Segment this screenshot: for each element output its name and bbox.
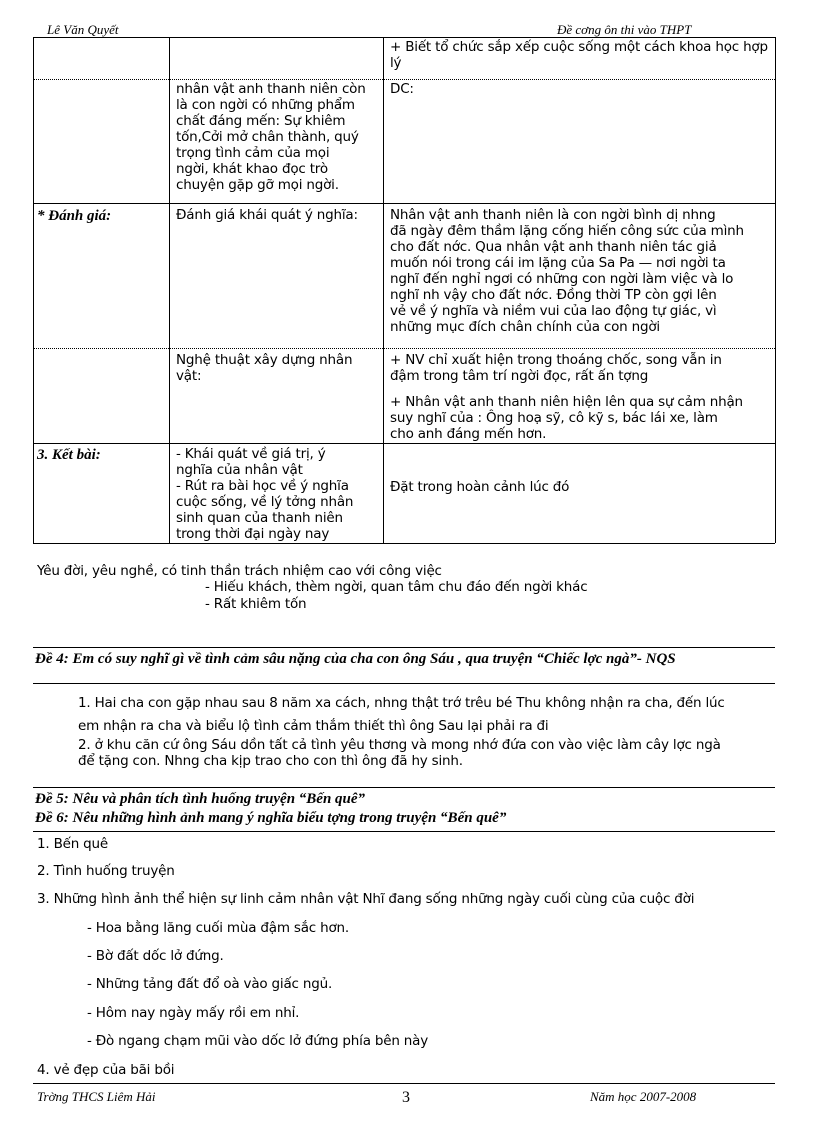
de4-heading: Đề 4: Em có suy nghĩ gì về tình cảm sâu nặng của cha con ông Sáu , qua truyện “Chiếc lợc ngà”- NQS <box>35 651 676 667</box>
header-author: Lê Văn Quyết <box>47 22 119 37</box>
de6-heading: Đề 6: Nêu những hình ảnh mang ý nghĩa biểu tợng trong truyện “Bến quê” <box>35 810 507 826</box>
row-divider <box>33 443 775 444</box>
table-cell: Đặt trong hoàn cảnh lúc đó <box>390 479 570 495</box>
text-line: Yêu đời, yêu nghề, có tinh thần trách nhiệm cao với công việc <box>37 563 442 579</box>
table-cell: Nhân vật anh thanh niên là con ngời bình dị nhng đã ngày đêm thầm lặng cống hiến công sức của mình cho đất nớc. Qua nhân vật anh thanh niên tác giả muốn nói trong cái im lặng của Sa Pa — nơi ngời ta nghĩ đến nghỉ ngơi có những con ngời làm việc và lo nghĩ nh vậy cho đất nớc. Đồng thời TP còn gợi lên vẻ về ý nghĩa và niềm vui của lao động tự giác, vì những mục đích chân chính của con ngời <box>390 207 744 335</box>
footer-rule <box>33 1083 775 1084</box>
row-divider <box>33 79 775 80</box>
table-cell: + NV chỉ xuất hiện trong thoáng chốc, song vẫn in đậm trong tâm trí ngời đọc, rất ấn tợng <box>390 352 722 384</box>
sub-list-item: - Hoa bằng lăng cuối mùa đậm sắc hơn. <box>87 920 349 936</box>
footer-year: Năm học 2007-2008 <box>590 1089 697 1104</box>
table-cell: - Khái quát về giá trị, ý nghĩa của nhân vật - Rút ra bài học về ý nghĩa cuộc sống, về lý tởng nhân sinh quan của thanh niên trong thời đại ngày nay <box>176 446 354 542</box>
footer-school: Trờng THCS Liêm Hải <box>37 1089 156 1104</box>
header-title: Đề cơng ôn thi vào THPT <box>557 22 692 37</box>
table-cell: + Nhân vật anh thanh niên hiện lên qua sự cảm nhận suy nghĩ của : Ông hoạ sỹ, cô kỹ s, bác lái xe, làm cho anh đáng mến hơn. <box>390 394 743 442</box>
paragraph-line: để tặng con. Nhng cha kịp trao cho con thì ông đã hy sinh. <box>78 753 463 769</box>
de5-heading: Đề 5: Nêu và phân tích tình huống truyện “Bến quê” <box>35 791 366 807</box>
paragraph-line: 2. ở khu căn cứ ông Sáu dồn tất cả tình yêu thơng và mong nhớ đứa con vào việc làm cây lợc ngà <box>78 737 721 753</box>
section-label-ket-bai: 3. Kết bài: <box>37 447 101 463</box>
table-divider-2 <box>383 37 384 543</box>
de4-heading-box <box>33 647 775 684</box>
table-bottom <box>33 543 775 544</box>
table-border-right <box>775 37 776 543</box>
list-item: 4. vẻ đẹp của bãi bồi <box>37 1062 175 1078</box>
table-cell: DC: <box>390 81 414 97</box>
bullet-item: - Hiếu khách, thèm ngời, quan tâm chu đáo đến ngời khác <box>205 579 588 595</box>
bullet-item: - Rất khiêm tốn <box>205 596 307 612</box>
header-rule <box>33 37 775 38</box>
table-cell: + Biết tổ chức sắp xếp cuộc sống một cách khoa học hợp lý <box>390 39 768 71</box>
table-cell: nhân vật anh thanh niên còn là con ngời có những phẩm chất đáng mến: Sự khiêm tốn,Cởi mở chân thành, quý trọng tình cảm của mọi ngời, khát khao đọc trò chuyện gặp gỡ mọi ngời. <box>176 81 366 193</box>
list-item: 1. Bến quê <box>37 836 109 852</box>
page-number: 3 <box>402 1089 410 1106</box>
sub-list-item: - Đò ngang chạm mũi vào dốc lở đứng phía bên này <box>87 1033 429 1049</box>
paragraph-line: em nhận ra cha và biểu lộ tình cảm thắm thiết thì ông Sau lại phải ra đi <box>78 718 549 734</box>
de56-heading-box <box>33 787 775 832</box>
table-cell: Đánh giá khái quát ý nghĩa: <box>176 207 358 223</box>
sub-list-item: - Những tảng đất đổ oà vào giấc ngủ. <box>87 976 333 992</box>
table-cell: Nghệ thuật xây dựng nhân vật: <box>176 352 353 384</box>
table-divider-1 <box>169 37 170 543</box>
row-divider <box>33 203 775 204</box>
row-divider <box>33 348 775 349</box>
table-border-left <box>33 37 34 543</box>
paragraph-line: 1. Hai cha con gặp nhau sau 8 năm xa cách, nhng thật trớ trêu bé Thu không nhận ra cha, đến lúc <box>78 695 725 711</box>
list-item: 3. Những hình ảnh thể hiện sự linh cảm nhân vật Nhĩ đang sống những ngày cuối cùng của cuộc đời <box>37 891 695 907</box>
section-label-danh-gia: * Đánh giá: <box>37 208 112 224</box>
sub-list-item: - Hôm nay ngày mấy rồi em nhỉ. <box>87 1005 300 1021</box>
list-item: 2. Tình huống truyện <box>37 863 175 879</box>
sub-list-item: - Bờ đất dốc lở đứng. <box>87 948 224 964</box>
